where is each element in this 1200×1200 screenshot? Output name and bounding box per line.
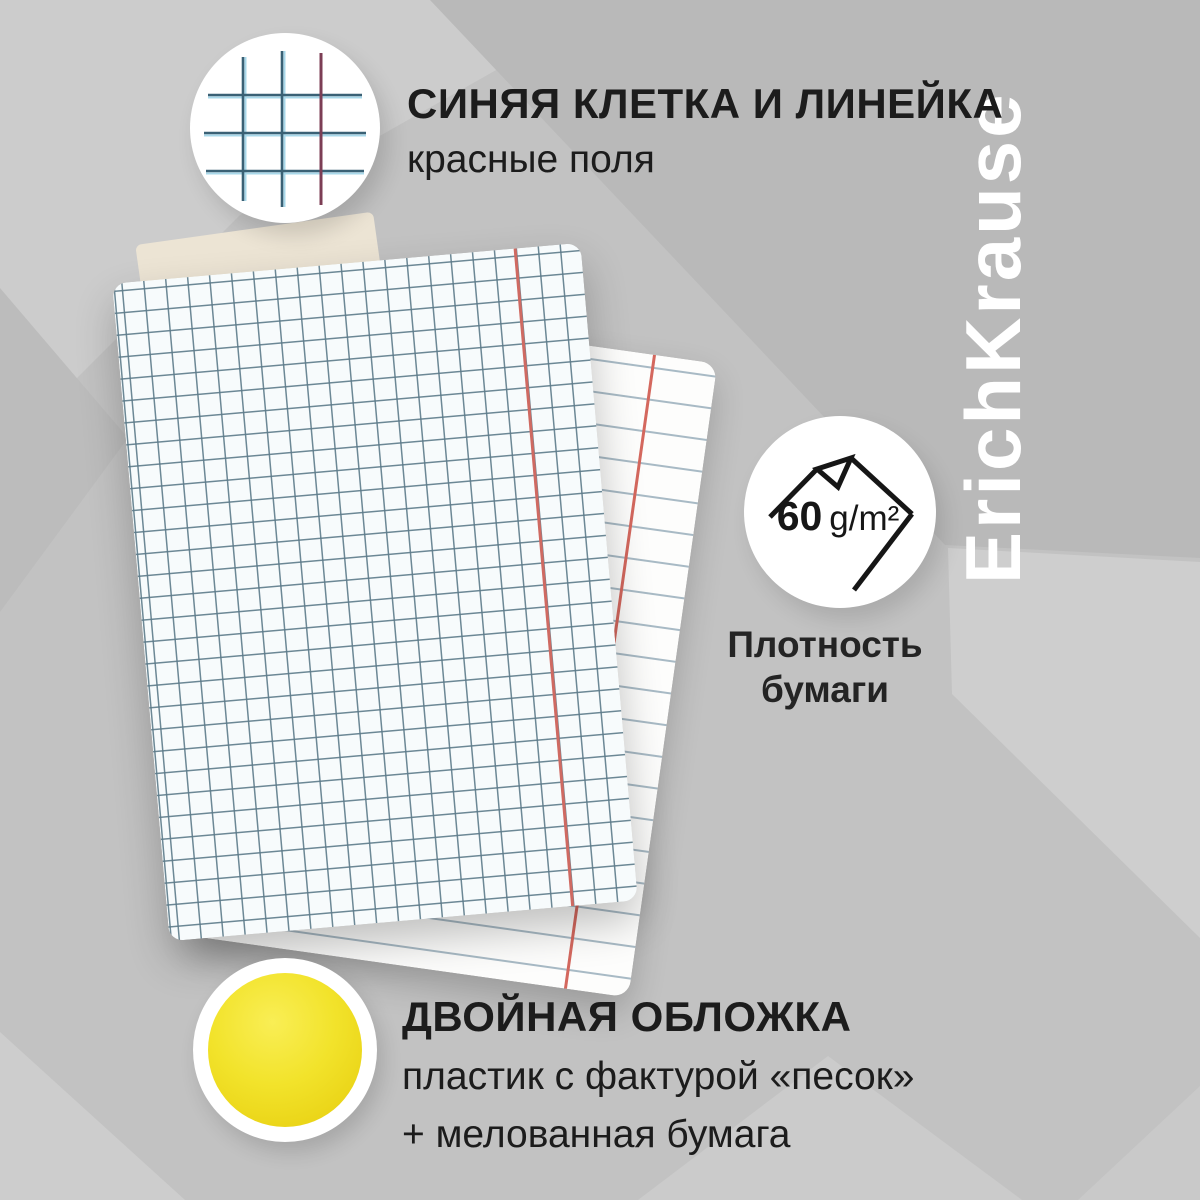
cover-feature-badge xyxy=(193,958,377,1142)
cover-line2: + мелованная бумага xyxy=(402,1113,791,1156)
brand-logo: ErichKrause xyxy=(949,91,1037,584)
density-feature-badge xyxy=(744,416,936,608)
squared-page xyxy=(112,243,638,941)
ruling-feature-text xyxy=(407,80,1003,182)
red-margin-line xyxy=(514,248,575,906)
ruling-feature-badge xyxy=(190,33,380,223)
ruling-subtitle: красные поля xyxy=(407,138,655,181)
grid-ruling-icon xyxy=(190,33,380,223)
density-label xyxy=(660,622,990,712)
ruling-title: СИНЯЯ КЛЕТКА И ЛИНЕЙКА xyxy=(407,80,1004,127)
cover-line1: пластик с фактурой «песок» xyxy=(402,1055,915,1098)
cover-feature-text xyxy=(402,993,914,1157)
cover-title: ДВОЙНАЯ ОБЛОЖКА xyxy=(402,993,852,1040)
yellow-cover-swatch-icon xyxy=(208,973,362,1127)
density-label-line2: бумаги xyxy=(760,669,890,711)
density-unit: g/m² xyxy=(829,499,900,538)
paper-sheet-icon xyxy=(744,416,936,608)
svg-text:60g/m² xyxy=(777,493,900,539)
density-label-line1: Плотность xyxy=(727,624,923,665)
density-value: 60 xyxy=(776,493,823,539)
